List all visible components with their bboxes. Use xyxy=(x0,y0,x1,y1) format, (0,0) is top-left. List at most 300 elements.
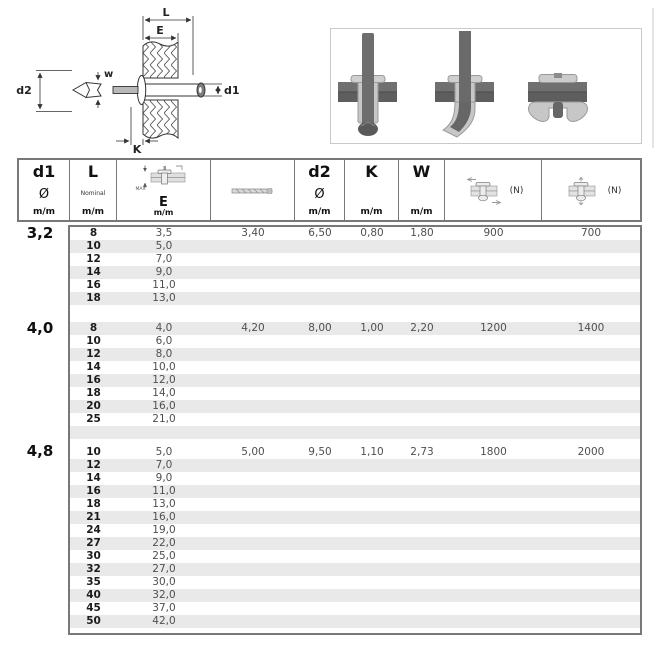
cell-mandrel-diameter xyxy=(399,472,445,485)
cell-length-nominal: 12 xyxy=(86,459,101,471)
page-edge-line xyxy=(652,8,654,148)
cell-drill-diameter xyxy=(211,459,295,472)
cell-head-thickness xyxy=(345,374,399,387)
cell-drill-diameter xyxy=(211,279,295,292)
cell-head-thickness xyxy=(345,335,399,348)
cell-drill-diameter xyxy=(211,240,295,253)
max-label: MAX xyxy=(135,187,146,191)
cell-tensile-strength xyxy=(542,602,640,615)
cell-grip-range: 11,0 xyxy=(152,279,176,291)
spacer-row xyxy=(70,426,640,439)
cell-grip-range: 4,0 xyxy=(155,322,173,334)
cell-drill-diameter xyxy=(211,472,295,485)
cell-drill-diameter: 3,40 xyxy=(241,227,265,239)
cell-mandrel-diameter xyxy=(399,615,445,628)
cell-shear-strength xyxy=(445,485,542,498)
cell-tensile-strength xyxy=(542,348,640,361)
header-K-unit: m/m xyxy=(360,207,383,217)
cell-head-diameter xyxy=(295,335,345,348)
cell-head-thickness xyxy=(345,240,399,253)
section-d1-label: 4,8 xyxy=(26,442,54,460)
cell-head-diameter: 6,50 xyxy=(308,227,332,239)
cell-length-nominal: 14 xyxy=(86,472,101,484)
cell-grip-range: 25,0 xyxy=(152,550,176,562)
cell-drill-diameter xyxy=(211,550,295,563)
cell-head-thickness xyxy=(345,485,399,498)
cell-head-diameter xyxy=(295,511,345,524)
cell-length-nominal: 10 xyxy=(86,446,101,458)
cell-head-thickness xyxy=(345,537,399,550)
cell-mandrel-diameter xyxy=(399,589,445,602)
cell-length-nominal: 18 xyxy=(86,292,101,304)
header-d2-label: d2 xyxy=(308,162,331,181)
dim-d1 xyxy=(203,84,222,96)
spacer-row xyxy=(70,305,640,322)
cell-shear-strength xyxy=(445,459,542,472)
table-row xyxy=(70,550,640,563)
spacer-row xyxy=(70,439,640,446)
cell-tensile-strength: 2000 xyxy=(577,446,605,458)
table-row xyxy=(70,361,640,374)
header-E-unit: m/m xyxy=(153,208,174,217)
tensile-strength-icon xyxy=(561,177,605,205)
table-row xyxy=(70,615,640,628)
cell-drill-diameter xyxy=(211,361,295,374)
cell-shear-strength xyxy=(445,511,542,524)
cell-length-nominal: 35 xyxy=(86,576,101,588)
dim-label-E: E xyxy=(156,24,164,37)
cell-grip-range: 22,0 xyxy=(152,537,176,549)
cell-grip-range: 7,0 xyxy=(155,459,173,471)
table-row xyxy=(70,322,640,335)
table-row xyxy=(70,524,640,537)
cell-shear-strength xyxy=(445,400,542,413)
cell-shear-strength xyxy=(445,602,542,615)
data-grid xyxy=(68,225,642,635)
header-d1-unit: m/m xyxy=(32,207,56,217)
cell-length-nominal: 21 xyxy=(86,511,101,523)
cell-shear-strength xyxy=(445,563,542,576)
cell-head-thickness xyxy=(345,348,399,361)
cell-grip-range: 16,0 xyxy=(152,511,176,523)
table-row xyxy=(70,227,640,240)
cell-length-nominal: 40 xyxy=(86,589,101,601)
cell-grip-range: 6,0 xyxy=(155,335,173,347)
table-row xyxy=(70,413,640,426)
cell-drill-diameter xyxy=(211,387,295,400)
cell-shear-strength xyxy=(445,335,542,348)
cell-head-thickness xyxy=(345,602,399,615)
cell-grip-range: 14,0 xyxy=(152,387,176,399)
grip-range-icon xyxy=(135,164,193,191)
cell-head-diameter xyxy=(295,374,345,387)
dim-label-d2: d2 xyxy=(16,84,32,97)
cell-head-thickness xyxy=(345,292,399,305)
cell-tensile-strength xyxy=(542,253,640,266)
cell-shear-strength xyxy=(445,348,542,361)
cell-drill-diameter xyxy=(211,615,295,628)
cell-tensile-strength xyxy=(542,279,640,292)
cell-head-diameter xyxy=(295,498,345,511)
cell-length-nominal: 12 xyxy=(86,348,101,360)
cell-drill-diameter xyxy=(211,253,295,266)
table-row xyxy=(70,576,640,589)
rivet-dimension-drawing xyxy=(10,5,330,155)
cell-head-thickness xyxy=(345,400,399,413)
spec-table-body xyxy=(17,225,642,635)
cell-tensile-strength xyxy=(542,576,640,589)
cell-tensile-strength xyxy=(542,361,640,374)
cell-mandrel-diameter xyxy=(399,524,445,537)
cell-length-nominal: 18 xyxy=(86,387,101,399)
cell-grip-range: 9,0 xyxy=(155,266,173,278)
cell-mandrel-diameter xyxy=(399,253,445,266)
cell-shear-strength xyxy=(445,589,542,602)
cell-length-nominal: 25 xyxy=(86,413,101,425)
cell-grip-range: 37,0 xyxy=(152,602,176,614)
cell-grip-range: 7,0 xyxy=(155,253,173,265)
cell-shear-strength xyxy=(445,361,542,374)
cell-head-diameter xyxy=(295,348,345,361)
rivet-flange xyxy=(137,76,145,105)
cell-tensile-strength xyxy=(542,400,640,413)
cell-tensile-strength xyxy=(542,240,640,253)
cell-shear-strength xyxy=(445,472,542,485)
cell-drill-diameter xyxy=(211,374,295,387)
cell-head-diameter xyxy=(295,615,345,628)
header-col-tensile xyxy=(542,160,640,220)
cell-grip-range: 12,0 xyxy=(152,374,176,386)
shear-unit-label: (N) xyxy=(509,185,524,196)
mandrel-stem xyxy=(113,87,138,94)
cell-head-diameter xyxy=(295,485,345,498)
cell-tensile-strength xyxy=(542,335,640,348)
header-W-unit: m/m xyxy=(410,207,433,217)
cell-shear-strength: 900 xyxy=(483,227,504,239)
cell-mandrel-diameter xyxy=(399,550,445,563)
cell-head-diameter xyxy=(295,524,345,537)
cell-drill-diameter: 5,00 xyxy=(241,446,265,458)
cell-shear-strength xyxy=(445,374,542,387)
cell-drill-diameter xyxy=(211,485,295,498)
cell-shear-strength xyxy=(445,498,542,511)
header-col-E xyxy=(117,160,211,220)
dim-label-K: K xyxy=(132,143,142,155)
cell-mandrel-diameter xyxy=(399,537,445,550)
cell-tensile-strength xyxy=(542,550,640,563)
cell-drill-diameter xyxy=(211,563,295,576)
cell-tensile-strength xyxy=(542,374,640,387)
cell-head-thickness xyxy=(345,524,399,537)
cell-tensile-strength xyxy=(542,537,640,550)
cell-grip-range: 16,0 xyxy=(152,400,176,412)
cell-mandrel-diameter xyxy=(399,563,445,576)
cell-tensile-strength xyxy=(542,498,640,511)
cell-head-diameter xyxy=(295,279,345,292)
cell-mandrel-diameter xyxy=(399,387,445,400)
cell-drill-diameter xyxy=(211,589,295,602)
table-row xyxy=(70,498,640,511)
dim-label-L: L xyxy=(162,6,170,19)
header-E-label: E xyxy=(159,195,168,210)
cell-length-nominal: 14 xyxy=(86,361,101,373)
cell-grip-range: 32,0 xyxy=(152,589,176,601)
cell-length-nominal: 12 xyxy=(86,253,101,265)
cell-drill-diameter xyxy=(211,335,295,348)
table-row xyxy=(70,240,640,253)
cell-shear-strength: 1200 xyxy=(480,322,507,334)
cell-head-thickness xyxy=(345,361,399,374)
cell-length-nominal: 10 xyxy=(86,240,101,252)
cell-mandrel-diameter xyxy=(399,279,445,292)
cell-head-thickness xyxy=(345,253,399,266)
header-d1-label: d1 xyxy=(32,162,56,181)
cell-head-diameter xyxy=(295,537,345,550)
table-row xyxy=(70,266,640,279)
cell-length-nominal: 50 xyxy=(86,615,101,627)
diameter-symbol: Ø xyxy=(314,186,325,202)
header-E-block xyxy=(154,196,174,217)
cell-tensile-strength: 700 xyxy=(580,227,602,239)
cell-grip-range: 10,0 xyxy=(152,361,176,373)
cell-length-nominal: 30 xyxy=(86,550,101,562)
cell-shear-strength xyxy=(445,387,542,400)
cell-head-diameter: 9,50 xyxy=(308,446,332,458)
cell-head-diameter xyxy=(295,550,345,563)
cell-mandrel-diameter xyxy=(399,266,445,279)
cell-length-nominal: 8 xyxy=(89,322,98,334)
drill-bit-icon xyxy=(230,186,276,196)
cell-mandrel-diameter xyxy=(399,459,445,472)
table-row xyxy=(70,374,640,387)
cell-length-nominal: 14 xyxy=(86,266,101,278)
cell-grip-range: 3,5 xyxy=(155,227,173,239)
cell-grip-range: 21,0 xyxy=(152,413,176,425)
spent-mandrel-tip xyxy=(73,83,101,98)
cell-head-thickness xyxy=(345,266,399,279)
table-row xyxy=(70,511,640,524)
cell-shear-strength xyxy=(445,253,542,266)
cell-drill-diameter xyxy=(211,400,295,413)
cell-head-thickness: 0,80 xyxy=(360,227,384,239)
shear-strength-icon xyxy=(463,177,507,205)
cell-head-thickness xyxy=(345,498,399,511)
rivet-setting-sequence xyxy=(331,29,641,143)
cell-length-nominal: 16 xyxy=(86,374,101,386)
table-row xyxy=(70,472,640,485)
cell-head-diameter xyxy=(295,253,345,266)
cell-head-diameter xyxy=(295,602,345,615)
table-row xyxy=(70,348,640,361)
cell-mandrel-diameter xyxy=(399,413,445,426)
cell-head-thickness xyxy=(345,279,399,292)
cell-grip-range: 11,0 xyxy=(152,485,176,497)
cell-drill-diameter: 4,20 xyxy=(241,322,265,334)
cell-shear-strength xyxy=(445,537,542,550)
cell-shear-strength xyxy=(445,266,542,279)
cell-shear-strength xyxy=(445,413,542,426)
cell-length-nominal: 27 xyxy=(86,537,101,549)
cell-mandrel-diameter: 2,73 xyxy=(410,446,434,458)
cell-tensile-strength xyxy=(542,615,640,628)
cell-head-thickness xyxy=(345,615,399,628)
table-row xyxy=(70,387,640,400)
diameter-symbol: Ø xyxy=(38,186,50,202)
header-L-nominal: Nominal xyxy=(80,190,106,197)
cell-length-nominal: 8 xyxy=(89,227,98,239)
cell-head-thickness xyxy=(345,387,399,400)
table-row xyxy=(70,485,640,498)
table-row xyxy=(70,292,640,305)
table-row xyxy=(70,446,640,459)
cell-grip-range: 13,0 xyxy=(152,498,176,510)
cell-length-nominal: 20 xyxy=(86,400,101,412)
cell-head-thickness xyxy=(345,563,399,576)
cell-tensile-strength xyxy=(542,511,640,524)
cell-drill-diameter xyxy=(211,524,295,537)
header-d2-unit: m/m xyxy=(308,207,331,217)
cell-tensile-strength xyxy=(542,459,640,472)
cell-grip-range: 5,0 xyxy=(155,446,173,458)
cell-head-thickness xyxy=(345,511,399,524)
spec-table-header xyxy=(17,158,642,222)
section-d1-label: 3,2 xyxy=(26,224,54,242)
table-row xyxy=(70,400,640,413)
header-col-drill xyxy=(211,160,295,220)
cell-head-thickness xyxy=(345,413,399,426)
cell-grip-range: 9,0 xyxy=(155,472,173,484)
cell-head-thickness: 1,00 xyxy=(360,322,384,334)
cell-tensile-strength xyxy=(542,292,640,305)
cell-head-diameter xyxy=(295,400,345,413)
cell-mandrel-diameter xyxy=(399,374,445,387)
cell-shear-strength xyxy=(445,292,542,305)
table-row xyxy=(70,602,640,615)
cell-mandrel-diameter xyxy=(399,400,445,413)
bottom-padding xyxy=(70,628,640,633)
cell-tensile-strength xyxy=(542,485,640,498)
cell-head-thickness: 1,10 xyxy=(360,446,384,458)
cell-drill-diameter xyxy=(211,498,295,511)
cell-drill-diameter xyxy=(211,348,295,361)
cell-head-diameter xyxy=(295,472,345,485)
cell-grip-range: 27,0 xyxy=(152,563,176,575)
cell-mandrel-diameter xyxy=(399,511,445,524)
cell-length-nominal: 16 xyxy=(86,485,101,497)
cell-mandrel-diameter xyxy=(399,602,445,615)
header-col-shear xyxy=(445,160,542,220)
table-row xyxy=(70,253,640,266)
cell-shear-strength xyxy=(445,240,542,253)
header-col-W xyxy=(399,160,445,220)
cell-drill-diameter xyxy=(211,413,295,426)
cell-length-nominal: 32 xyxy=(86,563,101,575)
cell-head-diameter xyxy=(295,292,345,305)
table-row xyxy=(70,537,640,550)
cell-tensile-strength xyxy=(542,524,640,537)
cell-mandrel-diameter xyxy=(399,348,445,361)
cell-head-diameter xyxy=(295,459,345,472)
header-L-label: L xyxy=(87,162,99,181)
cell-grip-range: 42,0 xyxy=(152,615,176,627)
cell-tensile-strength xyxy=(542,563,640,576)
cell-mandrel-diameter: 1,80 xyxy=(410,227,434,239)
header-col-K xyxy=(345,160,399,220)
cell-tensile-strength xyxy=(542,413,640,426)
cell-drill-diameter xyxy=(211,602,295,615)
cell-head-diameter xyxy=(295,576,345,589)
stage-pulling-icon xyxy=(435,31,494,137)
dim-label-d1: d1 xyxy=(224,84,240,97)
cell-drill-diameter xyxy=(211,576,295,589)
section-d1-label: 4,0 xyxy=(26,319,54,337)
cell-mandrel-diameter xyxy=(399,498,445,511)
cell-head-diameter xyxy=(295,387,345,400)
cell-grip-range: 19,0 xyxy=(152,524,176,536)
cell-head-diameter xyxy=(295,589,345,602)
cell-head-thickness xyxy=(345,576,399,589)
cell-shear-strength: 1800 xyxy=(480,446,507,458)
cell-head-diameter xyxy=(295,266,345,279)
stage-inserted-icon xyxy=(338,33,397,136)
table-row xyxy=(70,279,640,292)
cell-grip-range: 8,0 xyxy=(155,348,173,360)
header-L-unit: m/m xyxy=(81,207,105,217)
cell-length-nominal: 16 xyxy=(86,279,101,291)
header-col-L xyxy=(70,160,117,220)
cell-drill-diameter xyxy=(211,266,295,279)
cell-drill-diameter xyxy=(211,511,295,524)
cell-head-diameter xyxy=(295,413,345,426)
cell-head-thickness xyxy=(345,459,399,472)
cell-head-diameter xyxy=(295,361,345,374)
rivet-setting-sequence-box xyxy=(330,28,642,144)
cell-mandrel-diameter: 2,20 xyxy=(410,322,434,334)
table-row xyxy=(70,335,640,348)
cell-length-nominal: 24 xyxy=(86,524,101,536)
cell-grip-range: 5,0 xyxy=(155,240,173,252)
cell-mandrel-diameter xyxy=(399,240,445,253)
cell-tensile-strength xyxy=(542,266,640,279)
cell-shear-strength xyxy=(445,615,542,628)
table-row xyxy=(70,563,640,576)
cell-head-thickness xyxy=(345,589,399,602)
dim-d2 xyxy=(36,71,72,112)
cell-tensile-strength xyxy=(542,387,640,400)
cell-length-nominal: 45 xyxy=(86,602,101,614)
header-col-d2 xyxy=(295,160,345,220)
cell-mandrel-diameter xyxy=(399,335,445,348)
cell-mandrel-diameter xyxy=(399,292,445,305)
cell-head-thickness xyxy=(345,472,399,485)
cell-head-diameter xyxy=(295,240,345,253)
cell-shear-strength xyxy=(445,576,542,589)
cell-length-nominal: 10 xyxy=(86,335,101,347)
dim-label-w: w xyxy=(104,69,114,80)
cell-head-thickness xyxy=(345,550,399,563)
header-W-label: W xyxy=(412,162,431,181)
cell-grip-range: 30,0 xyxy=(152,576,176,588)
table-row xyxy=(70,589,640,602)
cell-mandrel-diameter xyxy=(399,576,445,589)
cell-tensile-strength: 1400 xyxy=(577,322,605,334)
stage-set-icon xyxy=(528,73,587,121)
cell-tensile-strength xyxy=(542,472,640,485)
cell-drill-diameter xyxy=(211,292,295,305)
cell-mandrel-diameter xyxy=(399,361,445,374)
cell-tensile-strength xyxy=(542,589,640,602)
tensile-unit-label: (N) xyxy=(607,185,622,196)
